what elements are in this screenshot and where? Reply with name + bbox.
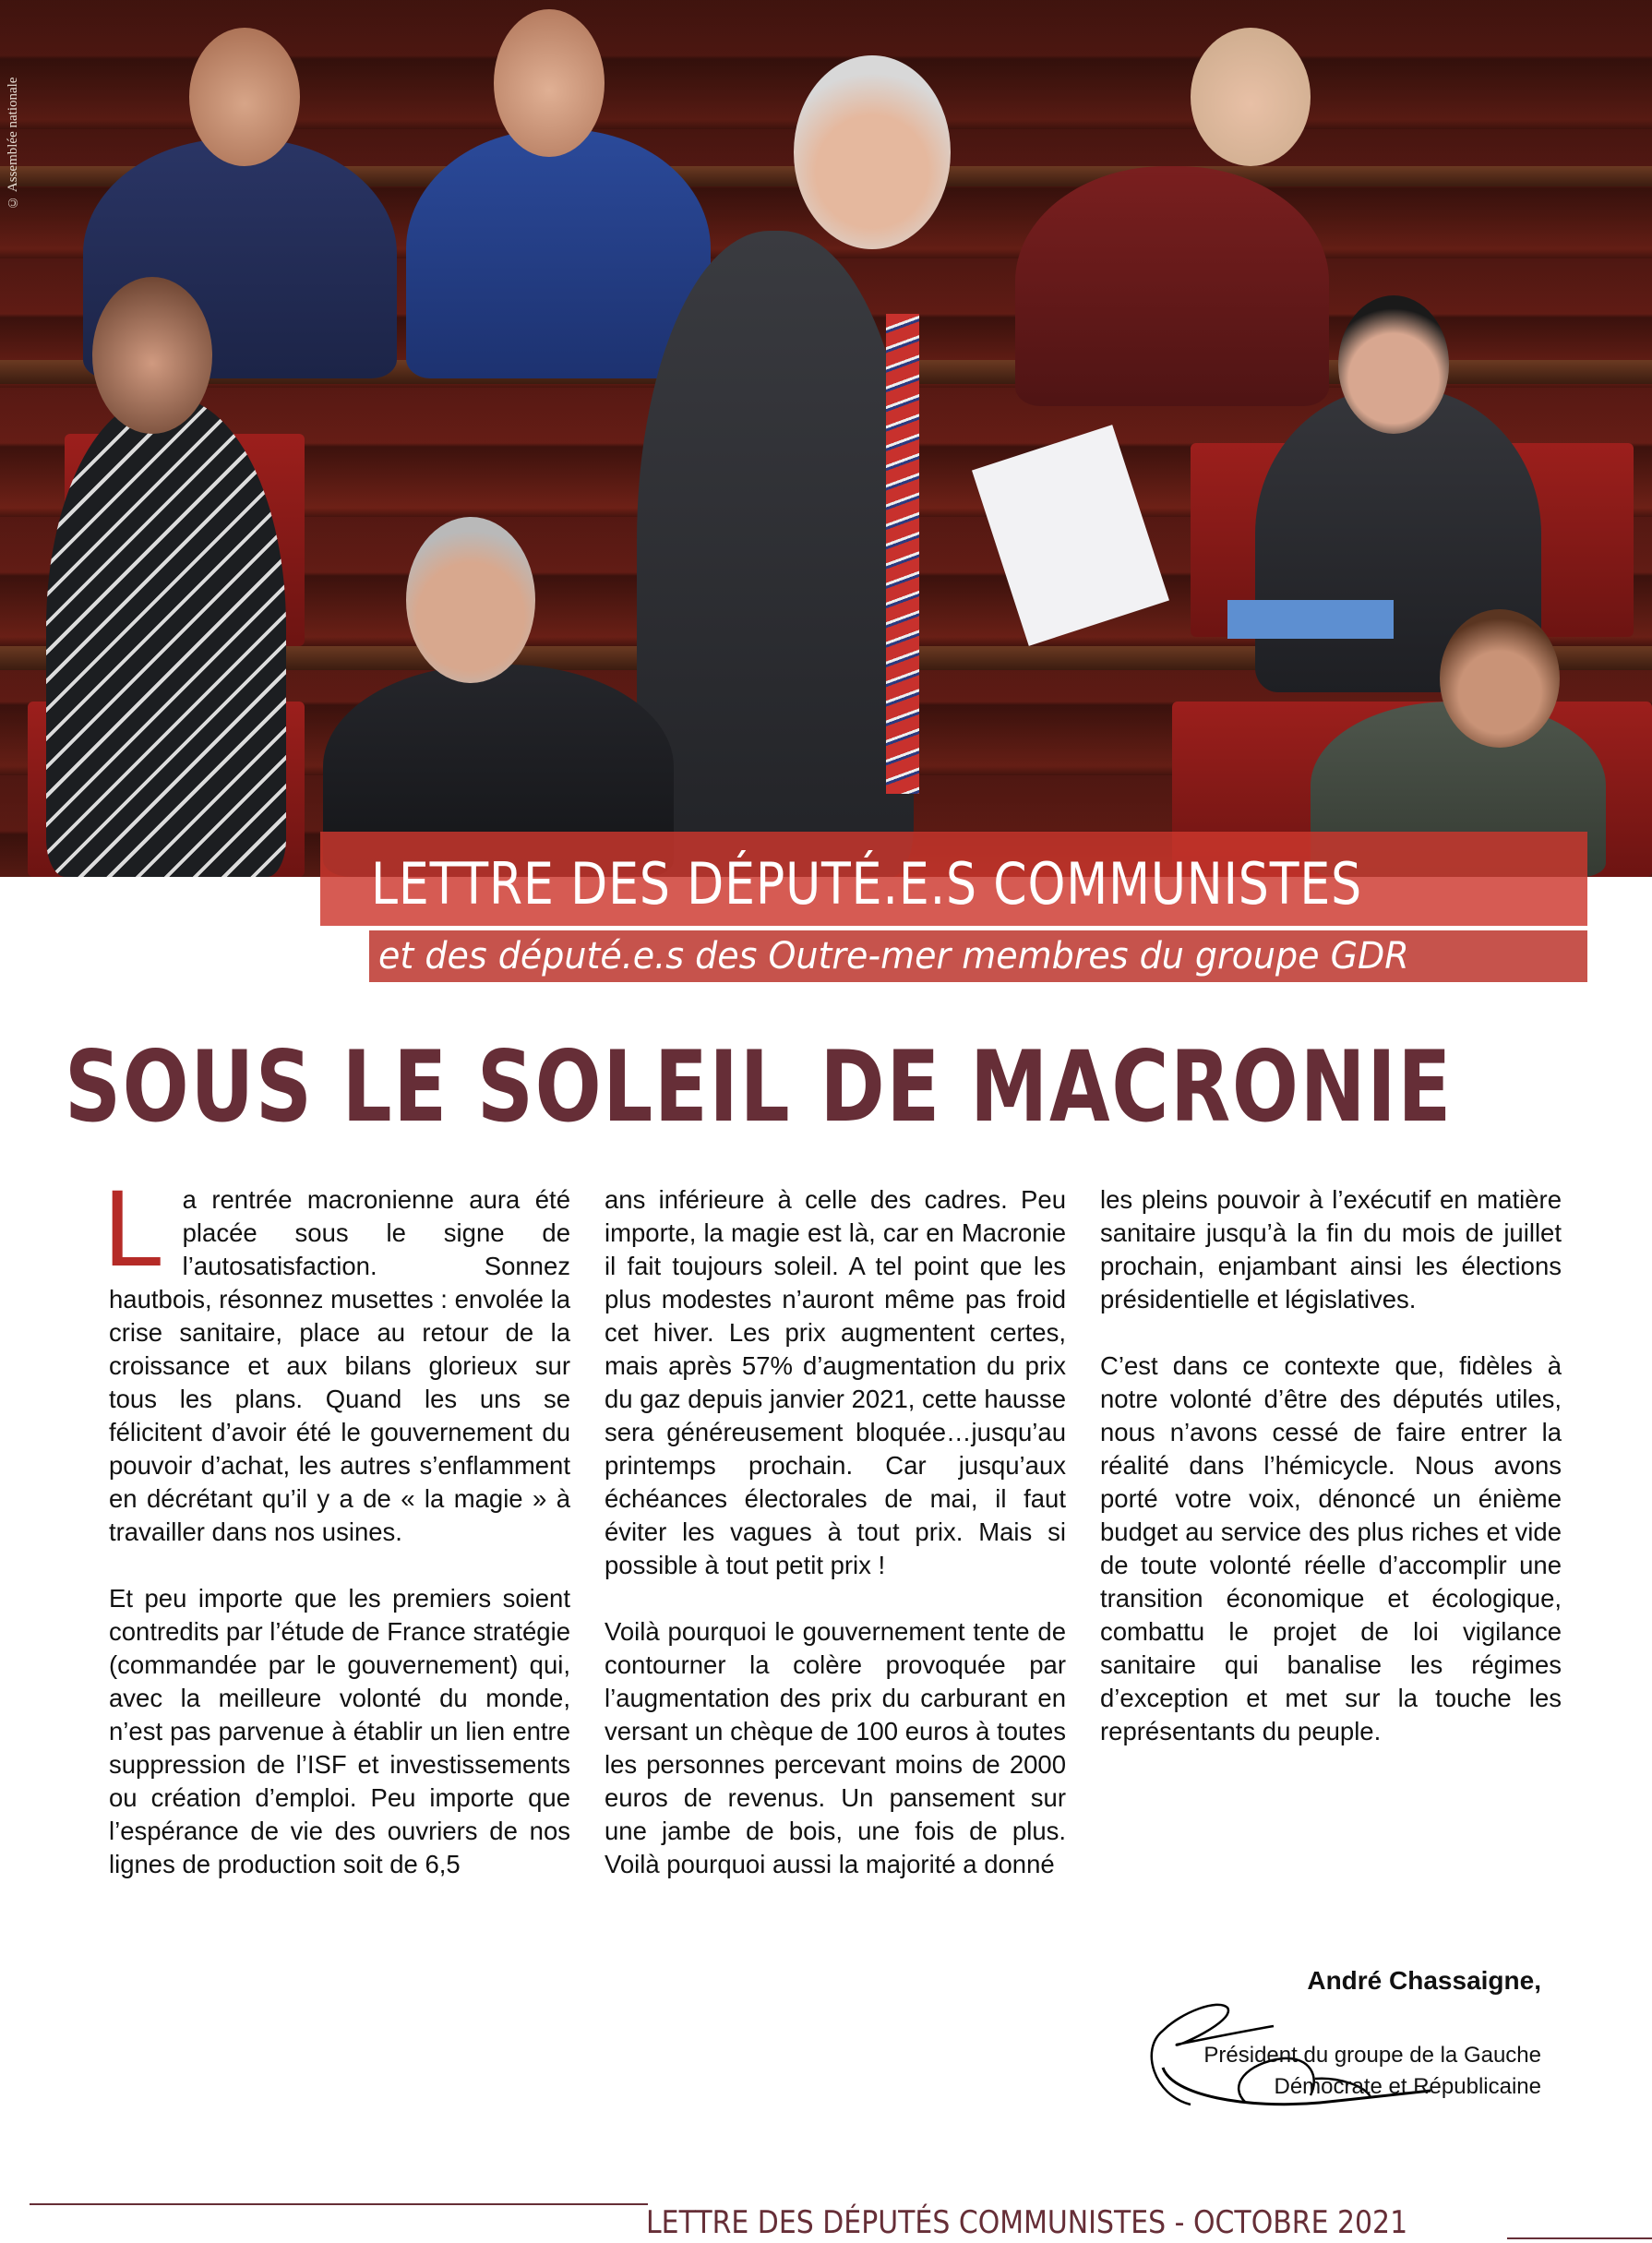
article-paragraph: Voilà pourquoi le gouvernement tente de contourner la colère provoquée par l’augmentation des prix du carburant en versant un chèque de 100 euros à toutes les personnes percevant moins de 2000 euros de revenus. Un pansement sur une jambe de bois, une fois de plus. Voilà pourquoi aussi la majorité a donné [605, 1617, 1066, 1878]
deputy-head [1440, 609, 1560, 748]
speaker-figure [637, 231, 914, 877]
deputy-head [189, 28, 300, 166]
deputy-figure [1015, 166, 1329, 406]
article-paragraph: ans inférieure à celle des cadres. Peu importe, la magie est là, car en Macronie il fait toujours soleil. A tel point que les plus modestes n’auront même pas froid cet hiver. Les prix augmentent certes, mais après 57% d’augmentation du prix du gaz depuis janvier 2021, cette hausse sera généreusement bloquée…jusqu’au printemps prochain. Car jusqu’aux échéances électorales de mai, il faut éviter les vagues à tout prix. Mais si possible à tout petit prix ! [605, 1185, 1066, 1579]
footer-divider [30, 2203, 648, 2205]
speaker-tie [886, 314, 919, 794]
footer-divider [1507, 2237, 1652, 2239]
author-name: André Chassaigne, [1307, 1966, 1541, 1995]
article-column-2 [605, 1183, 1066, 1881]
hero-photo [0, 0, 1652, 877]
author-role-line-2: Démocrate et Républicaine [1274, 2074, 1541, 2099]
article-paragraph: les pleins pouvoir à l’exécutif en matière sanitaire jusqu’à la fin du mois de juillet prochain, enjambant ainsi les élections présidentielle et législatives. [1100, 1185, 1562, 1313]
deputy-head [494, 9, 605, 157]
article-paragraph: Et peu importe que les premiers soient contredits par l’étude de France stratégie (commandée par le gouvernement) qui, avec la meilleure volonté du monde, n’est pas parvenue à établir un lien entre suppression de l’ISF et investissements ou création d’emploi. Peu importe que l’espérance de vie des ouvriers de nos lignes de production soit de 6,5 [109, 1584, 570, 1878]
footer-issue-label: LETTRE DES DÉPUTÉS COMMUNISTES - OCTOBRE 2021 [646, 2204, 1408, 2241]
deputy-figure [46, 397, 286, 877]
article-headline: SOUS LE SOLEIL DE MACRONIE [65, 1030, 1453, 1144]
article-column-1 [103, 1168, 570, 1881]
deputy-head [406, 517, 535, 683]
author-role [1100, 2040, 1541, 2103]
deputy-head [92, 277, 212, 434]
article-paragraph [103, 1168, 570, 1549]
photo-credit: © Assemblée nationale [6, 77, 20, 210]
paper-sheets [972, 425, 1169, 646]
deputy-head [1191, 28, 1311, 166]
deputy-figure [406, 129, 711, 378]
deputy-head [1338, 295, 1449, 434]
newsletter-subtitle: et des député.e.s des Outre-mer membres du groupe GDR [378, 935, 1409, 978]
blue-box [1227, 600, 1394, 639]
article-column-3 [1100, 1183, 1562, 1748]
author-role-line-1: Président du groupe de la Gauche [1203, 2043, 1541, 2068]
newsletter-title: LETTRE DES DÉPUTÉ.E.S COMMUNISTES [371, 850, 1363, 918]
article-paragraph: C’est dans ce contexte que, fidèles à notre volonté d’être des députés utiles, nous n’avons cessé de faire entrer la réalité dans l’hémicycle. Nous avons porté votre voix, dénoncé un énième budget au service des plus riches et vide de toute volonté réelle d’accomplir une transition économique et écologique, combattu le projet de loi vigilance sanitaire qui banalise les régimes d’exception et met sur la touche les représentants du peuple. [1100, 1351, 1562, 1745]
paragraph-text: a rentrée macronienne aura été placée sous le signe de l’autosatisfaction. Sonnez hautbois, résonnez musettes : envolée la crise sanitaire, place au retour de la croissance et aux bilans glorieux sur tous les plans. Quand les uns se félicitent d’avoir été le gouvernement du pouvoir d’achat, les autres s’enflamment en décrétant qu’il y a de « la magie » à travailler dans nos usines. [109, 1185, 570, 1546]
drop-cap: L [103, 1168, 164, 1289]
speaker-head [794, 55, 951, 249]
